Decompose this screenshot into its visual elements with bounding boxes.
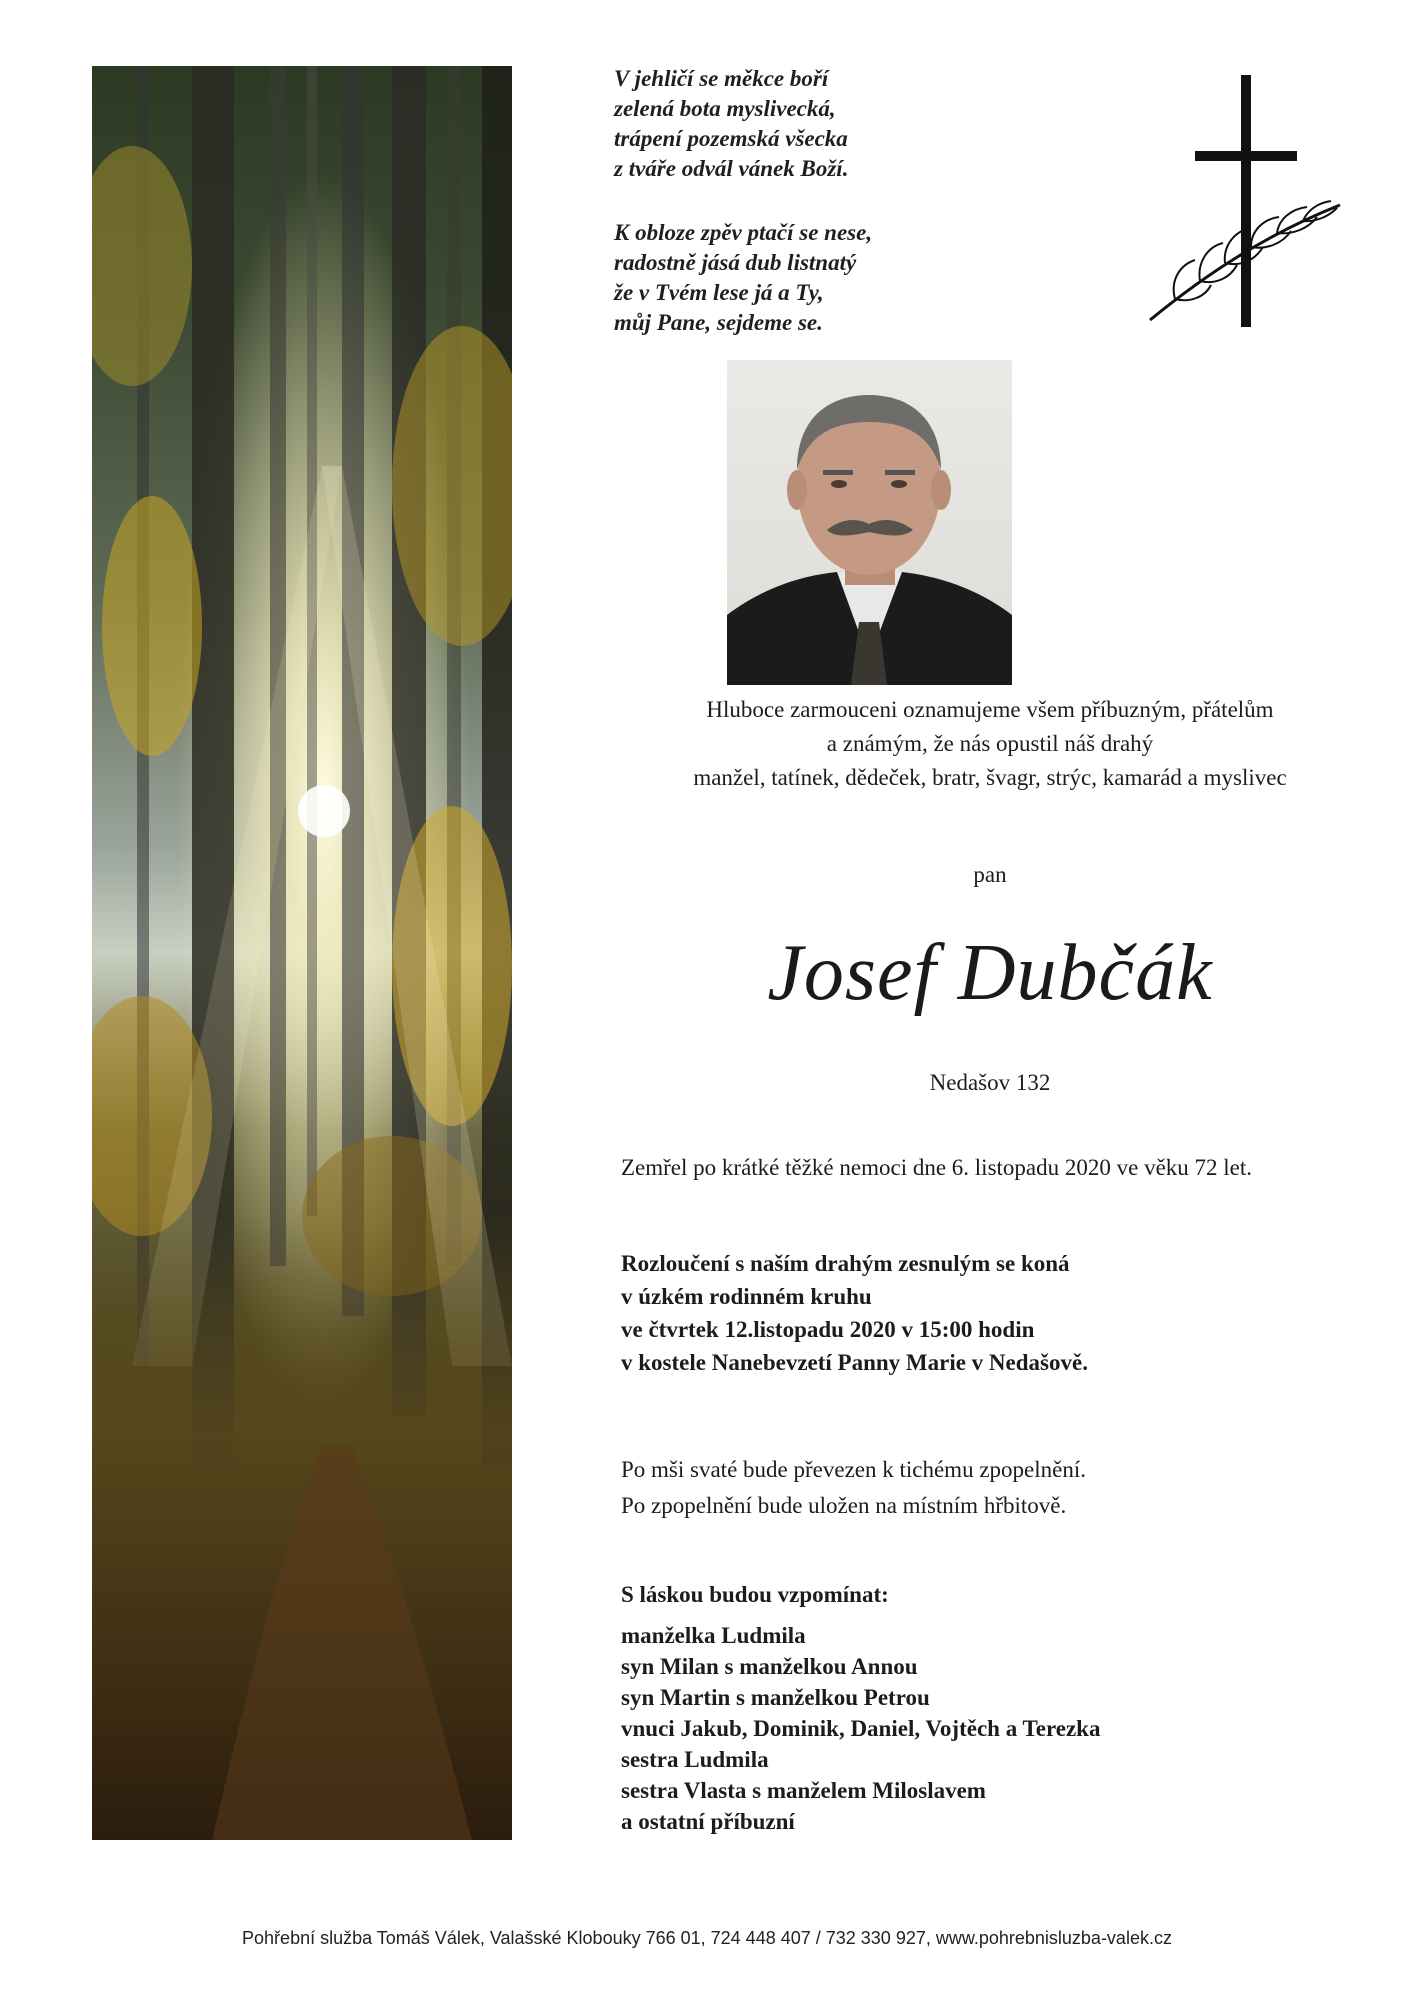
poem-line: že v Tvém lese já a Ty, — [614, 280, 824, 305]
cross-with-palm-branch-icon — [1145, 75, 1345, 335]
forest-image — [92, 66, 512, 1840]
salutation: pan — [973, 862, 1007, 887]
intro-line: manžel, tatínek, dědeček, bratr, švagr, strýc, kamarád a myslivec — [693, 765, 1287, 790]
list-item: syn Martin s manželkou Petrou — [621, 1685, 930, 1710]
poem-line: z tváře odvál vánek Boží. — [614, 156, 849, 181]
poem-line: radostně jásá dub listnatý — [614, 250, 857, 275]
poem-line: zelená bota myslivecká, — [614, 96, 836, 121]
burial-details — [621, 1452, 1086, 1524]
list-item: vnuci Jakub, Dominik, Daniel, Vojtěch a Terezka — [621, 1716, 1101, 1741]
farewell-line: Rozloučení s naším drahým zesnulým se koná — [621, 1251, 1070, 1276]
farewell-line: ve čtvrtek 12.listopadu 2020 v 15:00 hodin — [621, 1317, 1035, 1342]
deceased-name: Josef Dubčák — [767, 929, 1213, 1017]
intro-line: a známým, že nás opustil náš drahý — [826, 731, 1154, 756]
poem-stanza-2 — [614, 218, 944, 338]
list-item: sestra Ludmila — [621, 1747, 769, 1772]
address: Nedašov 132 — [929, 1070, 1051, 1095]
poem-line: můj Pane, sejdeme se. — [614, 310, 823, 335]
mourners-title: S láskou budou vzpomínat: — [621, 1582, 889, 1607]
mourners-list — [621, 1620, 1100, 1837]
death-notice: Zemřel po krátké těžké nemoci dne 6. listopadu 2020 ve věku 72 let. — [621, 1155, 1253, 1180]
farewell-details — [621, 1247, 1088, 1379]
list-item: syn Milan s manželkou Annou — [621, 1654, 918, 1679]
portrait-photo — [727, 360, 1012, 685]
intro-line: Hluboce zarmouceni oznamujeme všem příbuzným, přátelům — [706, 697, 1274, 722]
poem-line: V jehličí se měkce boří — [614, 66, 829, 91]
announcement-intro — [560, 693, 1414, 795]
farewell-line: v kostele Nanebevzetí Panny Marie v Nedašově. — [621, 1350, 1088, 1375]
poem-line: K obloze zpěv ptačí se nese, — [614, 220, 873, 245]
farewell-line: v úzkém rodinném kruhu — [621, 1284, 872, 1309]
funeral-service-footer: Pohřební služba Tomáš Válek, Valašské Klobouky 766 01, 724 448 407 / 732 330 927, www.pohrebnisluzba-valek.cz — [242, 1928, 1172, 1948]
list-item: a ostatní příbuzní — [621, 1809, 795, 1834]
list-item: sestra Vlasta s manželem Miloslavem — [621, 1778, 986, 1803]
burial-line: Po mši svaté bude převezen k tichému zpopelnění. — [621, 1457, 1086, 1482]
list-item: manželka Ludmila — [621, 1623, 806, 1648]
burial-line: Po zpopelnění bude uložen na místním hřbitově. — [621, 1493, 1067, 1518]
poem-line: trápení pozemská všecka — [614, 126, 848, 151]
poem-stanza-1 — [614, 64, 944, 184]
